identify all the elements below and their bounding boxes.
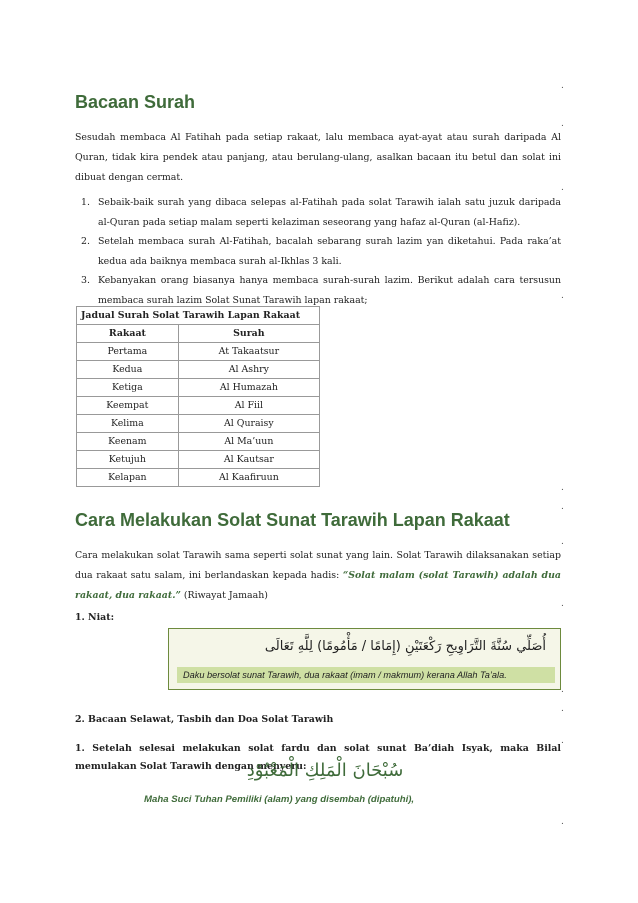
niat-arabic: أُصَلِّي سُنَّةَ التَّرَاوِيحِ رَكْعَتَيْنِ (إِمَامًا / مَأْمُومًا) لِلَّهِ تَعَالَى [264, 639, 546, 654]
table-header-rakaat: Rakaat [77, 325, 179, 343]
tasbih-arabic: سُبْحَانَ الْمَلِكِ الْمَعْبُوْدِ [246, 760, 404, 781]
table-row: Ketiga Al Humazah [77, 379, 320, 397]
tasbih-translation: Maha Suci Tuhan Pemiliki (alam) yang disembah (dipatuhi), [144, 794, 415, 805]
margin-dot: . [561, 537, 564, 547]
margin-dot: . [561, 81, 564, 91]
table-row: Kelapan Al Kaafiruun [77, 469, 320, 487]
table-header-surah: Surah [178, 325, 319, 343]
surah-table [76, 306, 320, 487]
table-row: Keempat Al Fiil [77, 397, 320, 415]
margin-dot: . [561, 704, 564, 714]
margin-dot: . [561, 736, 564, 746]
list-item: 3. Kebanyakan orang biasanya hanya membaca surah-surah lazim. Berikut adalah cara tersusun membaca surah lazim Solat Sunat Tarawih lapan rakaat; [81, 275, 561, 306]
list-item: 1. Sebaik-baik surah yang dibaca selepas al-Fatihah pada solat Tarawih ialah satu juzuk daripada al-Quran pada setiap malam seperti kelaziman seseorang yang hafaz al-Quran (al-Hafiz). [81, 197, 561, 228]
niat-label: 1. Niat: [75, 612, 115, 623]
niat-image [168, 628, 561, 690]
table-row: Ketujuh Al Kautsar [77, 451, 320, 469]
step-1-text: 1. Setelah selesai melakukan solat fardu dan solat sunat Ba’diah Isyak, maka Bilal memulakan Solat Tarawih dengan menyeru: [75, 743, 561, 772]
margin-dot: . [561, 817, 564, 827]
table-row: Kedua Al Ashry [77, 361, 320, 379]
section-title-cara-solat: Cara Melakukan Solat Sunat Tarawih Lapan Rakaat [75, 510, 510, 530]
table-row: Pertama At Takaatsur [77, 343, 320, 361]
table-row: Keenam Al Ma’uun [77, 433, 320, 451]
surah-list [75, 193, 561, 310]
margin-dot: . [561, 599, 564, 609]
list-item: 2. Setelah membaca surah Al-Fatihah, bacalah sebarang surah lazim yan diketahui. Pada raka’at kedua ada baiknya membaca surah al-Ikhlas 3 kali. [81, 236, 561, 267]
hadith-quote: “Solat malam (solat Tarawih) adalah dua rakaat, dua rakaat.” [75, 570, 562, 601]
margin-dot: . [561, 119, 564, 129]
margin-dot: . [561, 483, 564, 493]
table-caption: Jadual Surah Solat Tarawih Lapan Rakaat [77, 307, 320, 325]
cara-paragraph: Cara melakukan solat Tarawih sama seperti solat sunat yang lain. Solat Tarawih dilaksanakan setiap dua rakaat satu salam, ini berlandaskan kepada hadis: “Solat malam (solat Tarawih) adalah dua rakaat, dua rakaat.” (Riwayat Jamaah) [75, 550, 562, 601]
intro-paragraph: Sesudah membaca Al Fatihah pada setiap rakaat, lalu membaca ayat-ayat atau surah daripada Al Quran, tidak kira pendek atau panjang, atau berulang-ulang, asalkan bacaan itu betul dan solat ini dibuat dengan cermat. [75, 132, 561, 183]
table-row: Kelima Al Quraisy [77, 415, 320, 433]
margin-dot: . [561, 502, 564, 512]
section-title-bacaan-surah: Bacaan Surah [75, 92, 196, 112]
subsection-title-selawat: 2. Bacaan Selawat, Tasbih dan Doa Solat Tarawih [75, 714, 334, 725]
margin-dot: . [561, 291, 564, 301]
margin-dot: . [561, 685, 564, 695]
margin-dot: . [561, 183, 564, 193]
niat-translation: Daku bersolat sunat Tarawih, dua rakaat (imam / makmum) kerana Allah Ta’ala. [177, 667, 555, 683]
